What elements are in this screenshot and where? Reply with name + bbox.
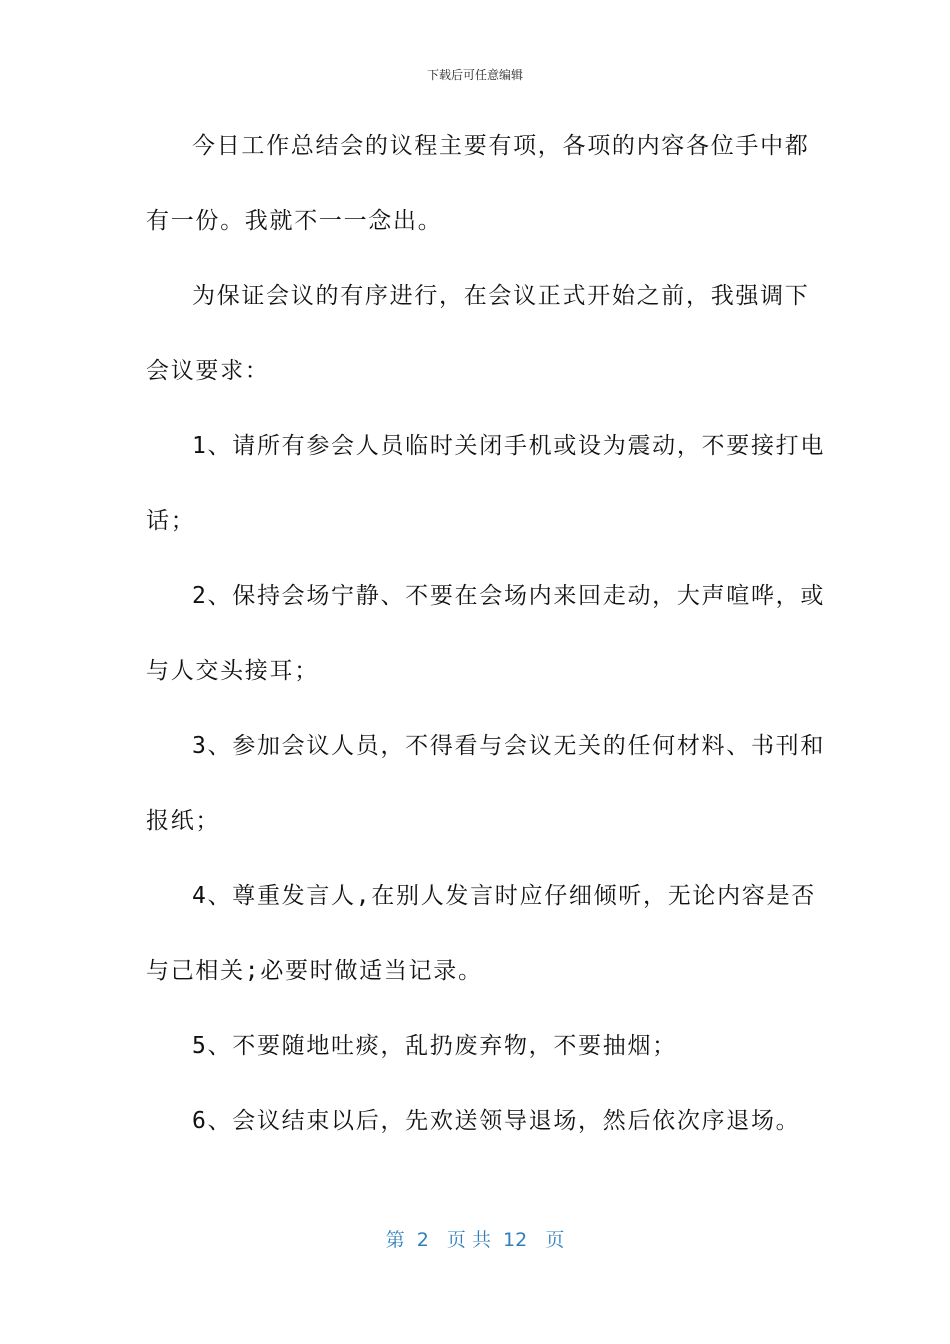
paragraph-line: 1、请所有参会人员临时关闭手机或设为震动，不要接打电 (192, 433, 826, 459)
paragraph-line: 有一份。我就不一一念出。 (146, 208, 443, 234)
paragraph-line: 5、不要随地吐痰，乱扔废弃物，不要抽烟； (192, 1033, 677, 1059)
paragraph-line: 会议要求： (146, 358, 270, 384)
paragraph-line: 4、尊重发言人,在别人发言时应仔细倾听，无论内容是否 (192, 883, 816, 909)
page-number-footer: 第 2 页 共 12 页 (385, 1229, 565, 1251)
paragraph-line: 6、会议结束以后，先欢送领导退场，然后依次序退场。 (192, 1108, 801, 1134)
paragraph-line: 与己相关;必要时做适当记录。 (146, 958, 483, 984)
paragraph-line: 为保证会议的有序进行，在会议正式开始之前，我强调下 (192, 283, 810, 309)
paragraph-line: 与人交头接耳； (146, 658, 319, 684)
paragraph-line: 今日工作总结会的议程主要有项，各项的内容各位手中都 (192, 133, 810, 159)
paragraph-line: 2、保持会场宁静、不要在会场内来回走动，大声喧哗，或 (192, 583, 826, 609)
paragraph-line: 报纸； (146, 808, 221, 834)
paragraph-line: 3、参加会议人员，不得看与会议无关的任何材料、书刊和 (192, 733, 826, 759)
page-header: 下载后可任意编辑 (426, 68, 523, 82)
document-body (146, 120, 826, 1170)
paragraph-line: 话； (146, 508, 196, 534)
